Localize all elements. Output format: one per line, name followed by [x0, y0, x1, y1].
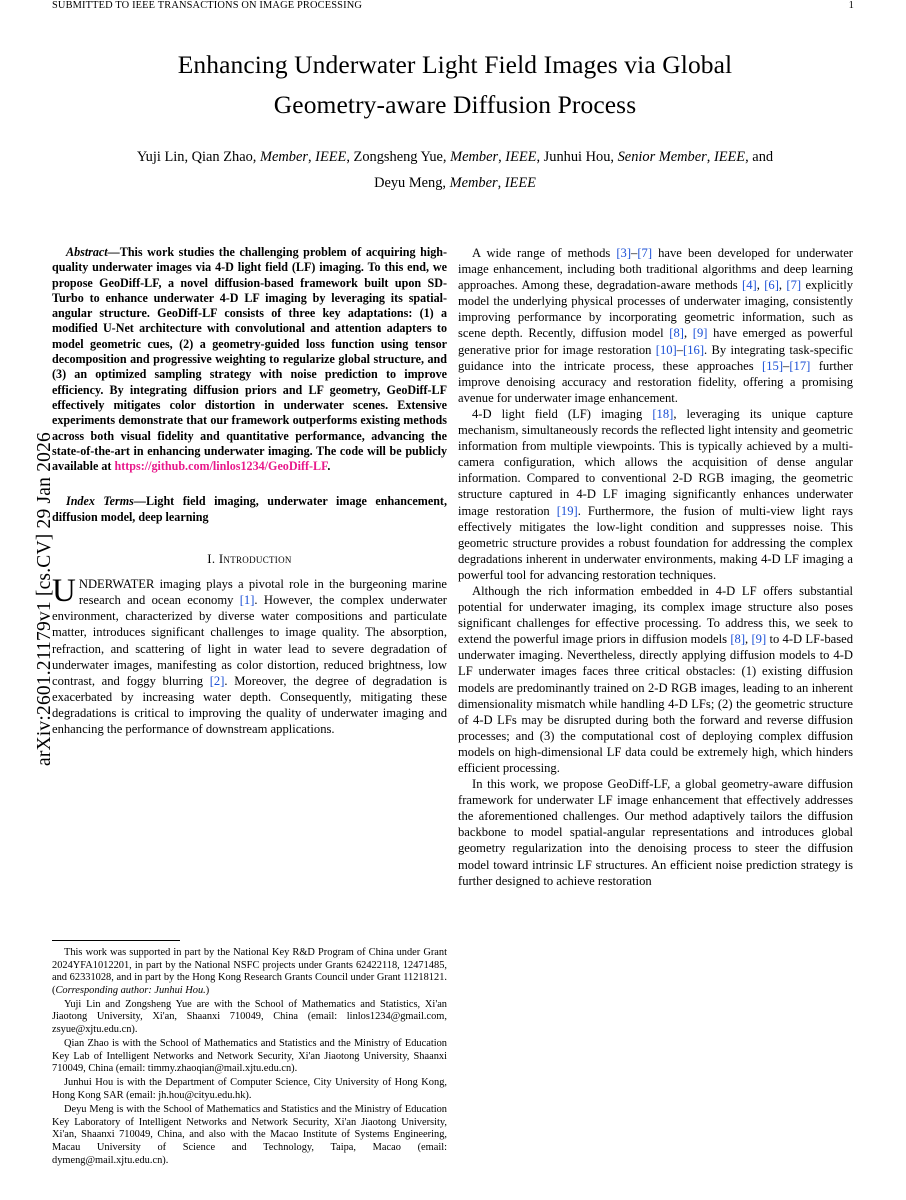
index-terms-text: Light field imaging, underwater image enhancement, diffusion model, deep learning [52, 494, 447, 524]
abstract-trailing: . [327, 459, 331, 474]
author-names-1: Yuji Lin, Qian Zhao, [136, 149, 260, 165]
left-column [52, 245, 447, 737]
footnote-rule [52, 940, 180, 941]
footnote-affiliation-3: Junhui Hou is with the Department of Computer Science, City University of Hong Kong, Hong Kong SAR (email: jh.hou@cityu.edu.hk). [52, 1077, 447, 1102]
arxiv-stamp: arXiv:2601.21179v1 [cs.CV] 29 Jan 2026 [34, 432, 55, 767]
abstract-text: This work studies the challenging problem of acquiring high-quality underwater images via 4-D light field (LF) imaging. To this end, we propose GeoDiff-LF, a novel diffusion-based framework built upon SD-Turbo to enhance underwater 4-D LF imaging by leveraging its spatial-angular structure. GeoDiff-LF consists of three key adaptations: (1) a modified U-Net architecture with convolutional and attention adapters to model geometric cues, (2) a geometry-guided loss function using tensor decomposition and progressive weighting to regularize global structure, and (3) an optimized sampling strategy with noise prediction to improve efficiency. By integrating diffusion priors and LF geometry, GeoDiff-LF effectively mitigates color distortion in underwater scenes. Extensive experiments demonstrate that our framework outperforms existing methods across both visual fidelity and quantitative performance, advancing the state-of-the-art in enhancing underwater imaging. The code will be publicly available at [52, 245, 447, 474]
page-title [100, 45, 810, 125]
title-line-1: Enhancing Underwater Light Field Images via Global [177, 50, 733, 79]
author-names-2: , Zongsheng Yue, [346, 149, 451, 165]
index-terms-lead: Index Terms— [66, 494, 146, 509]
author-society-3: IEEE [713, 149, 746, 165]
drop-cap: U [52, 573, 76, 610]
right-paragraph-3: Although the rich information embedded in 4-D LF offers substantial potential for underwater imaging, its complex image structure also poses significant challenges for effective processing. To address this, we seek to extend the powerful image priors in diffusion models [8], [9] to 4-D LF-based underwater imaging. Nevertheless, directly applying diffusion models to 4-D LF underwater images faces three critical obstacles: (1) existing diffusion models are predominantly trained on 2-D RGB images, leading to an inherent dimensionality mismatch while handling 4-D LFs; (2) the geometric structure of 4-D LFs may be disrupted during both the forward and reverse diffusion processes; and (3) the computational cost of deploying complex diffusion models on high-dimensional LF data could be extremely high, which hinders efficient processing. [458, 583, 853, 775]
running-head-right: 1 [848, 0, 854, 11]
sep-4: , [497, 175, 505, 191]
author-conj: , and [745, 149, 774, 165]
footnote-affiliation-2: Qian Zhao is with the School of Mathematics and Statistics and the Ministry of Education Key Lab of Intelligent Networks and Network Security, Xi'an Jiaotong University, Shaanxi 710049, China (email: timmy.zhaoqian@mail.xjtu.edu.cn). [52, 1038, 447, 1075]
author-role-1: Member [260, 149, 308, 165]
sep-2: , [498, 149, 506, 165]
footnote-block [52, 940, 447, 1169]
intro-paragraph-1 [52, 573, 448, 737]
footnote-affiliation-1: Yuji Lin and Zongsheng Yue are with the School of Mathematics and Statistics, Xi'an Jiaotong University, Xi'an, Shaanxi 710049, China (email: linlos1234@gmail.com, zsyue@xjtu.edu.cn). [52, 998, 447, 1036]
intro-body-text: imaging plays a pivotal role in the burgeoning marine research and ocean economy [1]. However, the complex underwater environment, characterized by diverse water compositions and particulate matter, introduces significant challenges to image quality. The absorption, refraction, and scattering of light in water lead to severe degradation of underwater images, manifesting as color distortion, reduced brightness, low contrast, and foggy blurring [2]. Moreover, the degree of degradation is exacerbated by increasing water depth. Consequently, mitigating these degradations is critical to improving the quality of underwater imaging and enhancing the performance of downstream applications. [52, 577, 448, 736]
author-role-4: Member [449, 175, 498, 191]
index-terms [52, 494, 447, 525]
footnote-funding [52, 947, 447, 997]
right-paragraph-1: A wide range of methods [3]–[7] have been developed for underwater image enhancement, including both traditional algorithms and deep learning approaches. Among these, degradation-aware methods [4], [6], [7] explicitly model the underlying physical processes of underwater imaging, consistently improving performance by incorporating geometric information, such as scene depth. Recently, diffusion model [8], [9] have emerged as powerful generative prior for image restoration [10]–[16]. By integrating task-specific guidance into the intricate process, these approaches [15]–[17] further improve denoising accuracy and restoration fidelity, offering a promising avenue for underwater image enhancement. [458, 246, 854, 405]
author-society-1: IEEE [315, 149, 347, 165]
footnote-funding-close: ) [205, 984, 210, 996]
sep-3: , [706, 149, 714, 165]
abstract-lead: Abstract— [66, 245, 120, 259]
footnote-funding-text: This work was supported in part by the National Key R&D Program of China under Grant 2024YFA1012201, in part by the National NSFC projects under Grants 62422118, 12471485, and 62331028, and in part by the Hong Kong Research Grants Council under Grant 11218121. ( [52, 947, 447, 996]
section-heading-introduction: I. Introduction [207, 552, 292, 567]
sep-1: , [307, 149, 316, 165]
right-column [458, 245, 853, 889]
running-head [52, 0, 854, 16]
author-role-3: Senior Member [617, 149, 707, 165]
author-society-2: IEEE [505, 149, 537, 165]
author-line-1 [80, 144, 830, 170]
author-names-3: , Junhui Hou, [536, 149, 618, 165]
author-names-4: Deyu Meng, [374, 175, 450, 191]
intro-head-word: NDERWATER [78, 577, 155, 592]
corresponding-author: Corresponding author: Junhui Hou. [55, 984, 206, 996]
abstract [52, 245, 447, 474]
footnote-affiliation-4: Deyu Meng is with the School of Mathematics and Statistics and the Ministry of Education Key Laboratory of Intelligent Networks and Network Security, Xi'an Jiaotong University, Xi'an, Shaanxi 710049, China, and also with the Macao Institute of Systems Engineering, Macau University of Science and Technology, Taipa, Macao (email: dymeng@mail.xjtu.edu.cn). [52, 1104, 447, 1166]
title-line-2: Geometry-aware Diffusion Process [273, 90, 637, 119]
author-role-2: Member [450, 149, 499, 165]
code-repository-link[interactable]: https://github.com/linlos1234/GeoDiff-LF [114, 459, 328, 474]
right-paragraph-2: 4-D light field (LF) imaging [18], leveraging its unique capture mechanism, simultaneously records the reflected light intensity and geometric information from multiple viewpoints. This is typically achieved by a multi-camera configuration, which allows the acquisition of dense angular information. Compared to conventional 2-D RGB imaging, the geometric structure captured in 4-D LF imaging significantly enhances underwater image restoration [19]. Furthermore, the fusion of multi-view light rays effectively mitigates the low-light condition and suppresses noise. This geometric structure provides a robust foundation for addressing the complex degradations inherent in underwater environments, making 4-D LF imaging a powerful tool for advancing restoration techniques. [458, 406, 854, 582]
author-society-4: IEEE [504, 175, 536, 191]
author-line-2 [80, 170, 830, 196]
author-list [80, 144, 830, 196]
right-paragraph-4: In this work, we propose GeoDiff-LF, a global geometry-aware diffusion framework for underwater LF image enhancement that effectively addresses the aforementioned challenges. Our method adaptively tailors the diffusion backbone to model spatial-angular representations and introduces global geometry regularization into the denoising process to steer the diffusion model toward intrinsic LF structures. An efficient noise prediction strategy is further designed to achieve restoration [458, 777, 853, 888]
running-head-left: SUBMITTED TO IEEE TRANSACTIONS ON IMAGE PROCESSING [52, 0, 362, 11]
